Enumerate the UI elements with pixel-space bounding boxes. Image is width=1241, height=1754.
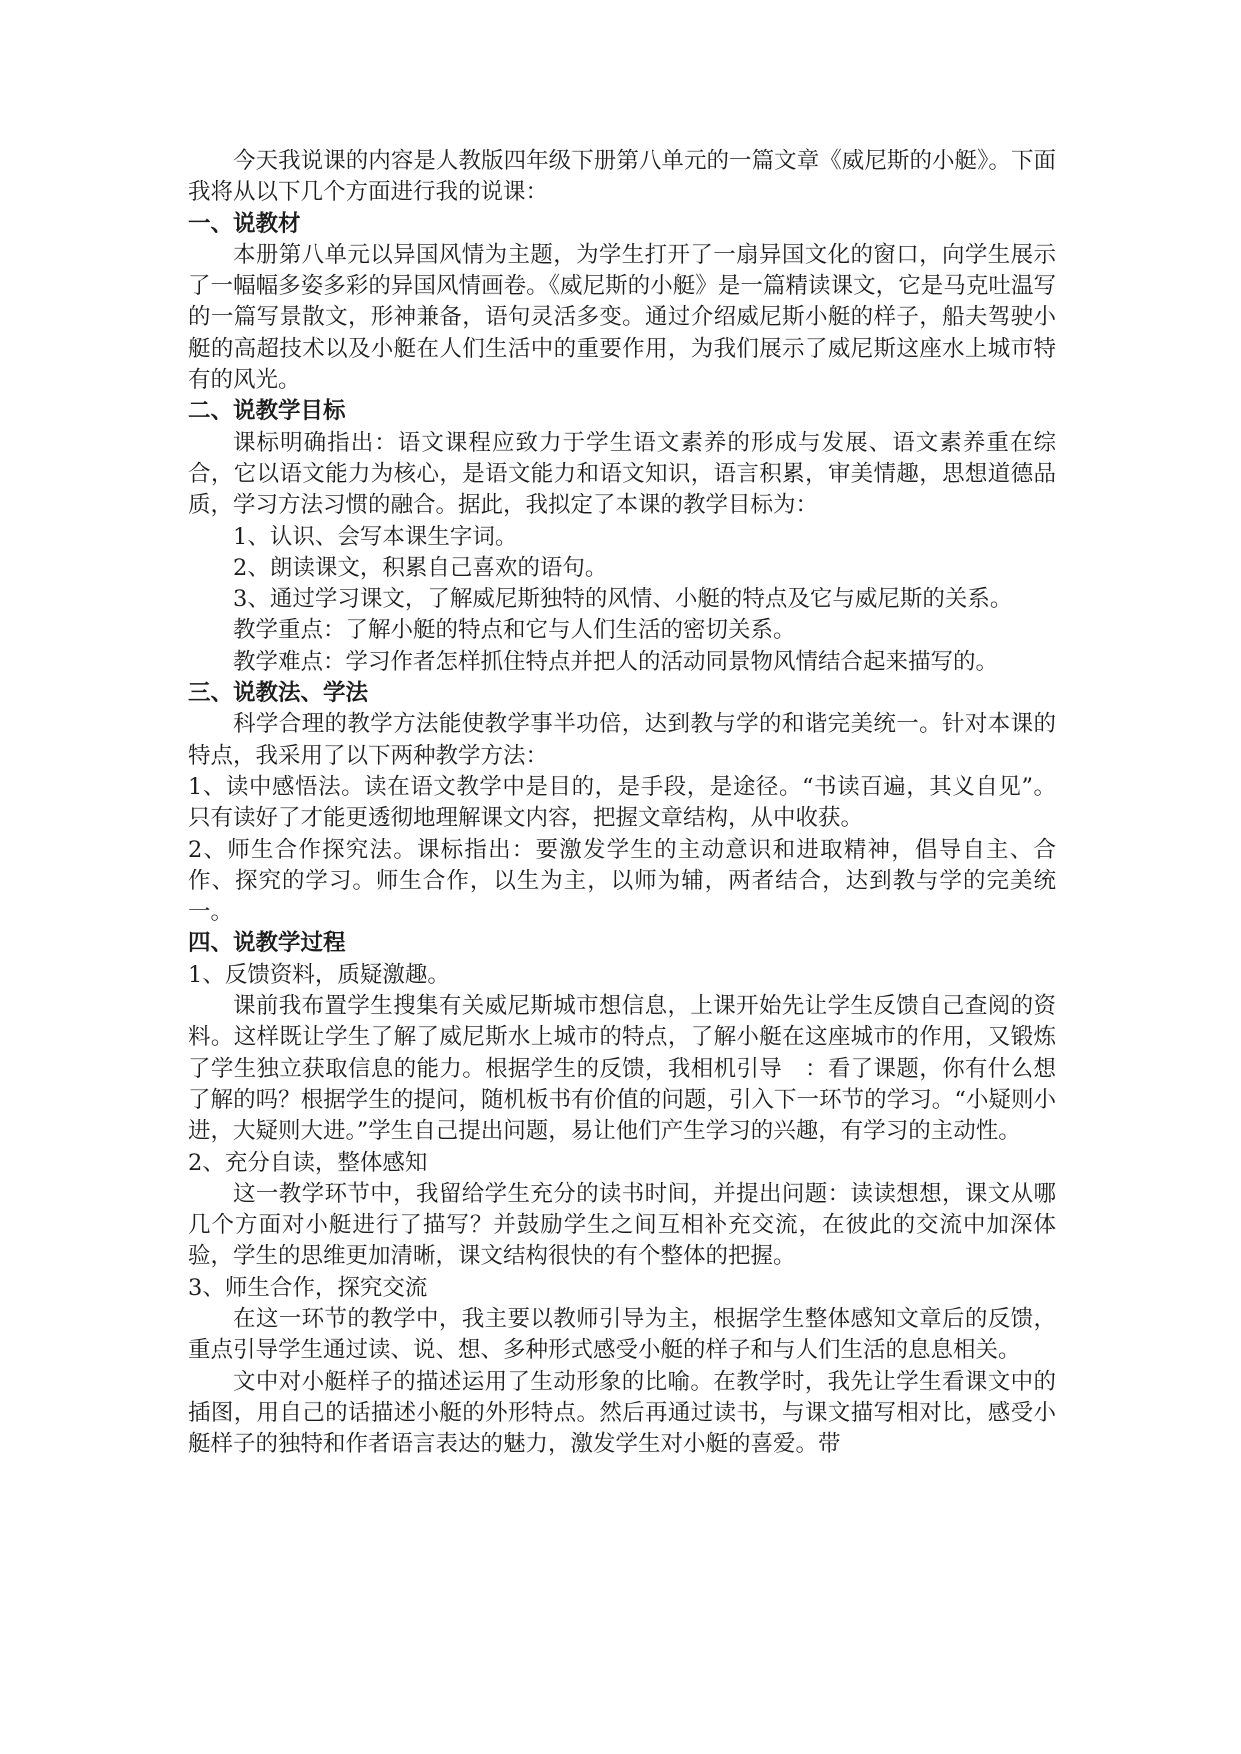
paragraph: 课标明确指出：语文课程应致力于学生语文素养的形成与发展、语文素养重在综合，它以语文能力为核心，是语文能力和语文知识，语言积累，审美情趣，思想道德品质，学习方法习惯的融合。据此，我拟定了本课的教学目标为： — [188, 429, 1056, 519]
section-heading-textbook: 一、说教材 — [188, 210, 301, 237]
paragraph: 本册第八单元以异国风情为主题，为学生打开了一扇异国文化的窗口，向学生展示了一幅幅多姿多彩的异国风情画卷。《威尼斯的小艇》是一篇精读课文，它是马克吐温写的一篇写景散文，形神兼备，语句灵活多变。通过介绍威尼斯小艇的样子，船夫驾驶小艇的高超技术以及小艇在人们生活中的重要作用，为我们展示了威尼斯这座水上城市特有的风光。 — [188, 241, 1056, 394]
section-heading-methods: 三、说教法、学法 — [188, 680, 369, 707]
section-heading-process: 四、说教学过程 — [188, 930, 346, 957]
paragraph: 课前我布置学生搜集有关威尼斯城市想信息，上课开始先让学生反馈自己查阅的资料。这样既让学生了解了威尼斯水上城市的特点，了解小艇在这座城市的作用，又锻炼了学生独立获取信息的能力。根据学生的反馈，我相机引导 ：看了课题，你有什么想了解的吗？根据学生的提问，随机板书有价值的问题，引入下一环节的学习。“小疑则小进，大疑则大进。”学生自己提出问题，易让他们产生学习的兴趣，有学习的主动性。 — [188, 993, 1056, 1145]
key-point: 教学重点：了解小艇的特点和它与人们生活的密切关系。 — [233, 617, 796, 644]
step-title: 1、反馈资料，质疑激趣。 — [188, 961, 450, 988]
section-heading-goals: 二、说教学目标 — [188, 398, 346, 425]
goal-item: 3、通过学习课文，了解威尼斯独特的风情、小艇的特点及它与威尼斯的关系。 — [233, 586, 1013, 613]
document-page — [188, 146, 1056, 1460]
difficulty-point: 教学难点：学习作者怎样抓住特点并把人的活动同景物风情结合起来描写的。 — [233, 648, 999, 675]
paragraph: 文中对小艇样子的描述运用了生动形象的比喻。在教学时，我先让学生看课文中的插图，用自己的话描述小艇的外形特点。然后再通过读书，与课文描写相对比，感受小艇样子的独特和作者语言表达的魅力，激发学生对小艇的喜爱。带 — [188, 1368, 1056, 1458]
step-title: 2、充分自读，整体感知 — [188, 1149, 428, 1176]
paragraph: 科学合理的教学方法能使教学事半功倍，达到教与学的和谐完美统一。针对本课的特点，我采用了以下两种教学方法： — [188, 711, 1056, 769]
method-item: 1、读中感悟法。读在语文教学中是目的，是手段，是途径。“书读百遍，其义自见”。只有读好了才能更透彻地理解课文内容，把握文章结构，从中收获。 — [188, 773, 1056, 832]
paragraph: 在这一环节的教学中，我主要以教师引导为主，根据学生整体感知文章后的反馈，重点引导学生通过读、说、想、多种形式感受小艇的样子和与人们生活的息息相关。 — [188, 1305, 1056, 1364]
step-title: 3、师生合作，探究交流 — [188, 1274, 428, 1301]
intro-paragraph: 今天我说课的内容是人教版四年级下册第八单元的一篇文章《威尼斯的小艇》。下面我将从以下几个方面进行我的说课： — [188, 148, 1056, 206]
paragraph: 这一教学环节中，我留给学生充分的读书时间，并提出问题：读读想想，课文从哪几个方面对小艇进行了描写？并鼓励学生之间互相补充交流，在彼此的交流中加深体验，学生的思维更加清晰，课文结构很快的有个整体的把握。 — [188, 1180, 1056, 1270]
method-item: 2、师生合作探究法。课标指出：要激发学生的主动意识和进取精神，倡导自主、合作、探究的学习。师生合作，以生为主，以师为辅，两者结合，达到教与学的完美统一。 — [188, 836, 1056, 926]
goal-item: 2、朗读课文，积累自己喜欢的语句。 — [233, 554, 608, 581]
goal-item: 1、认识、会写本课生字词。 — [233, 523, 518, 550]
